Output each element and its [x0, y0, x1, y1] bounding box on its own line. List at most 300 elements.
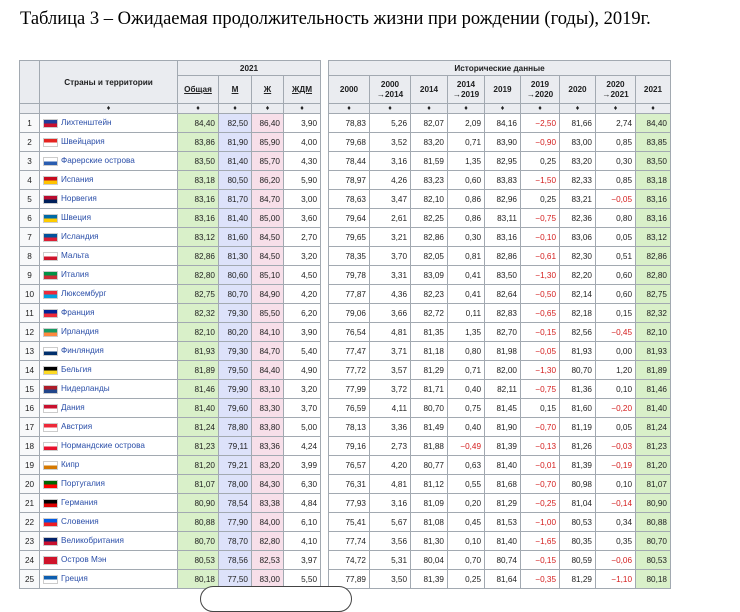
value-cell: 82,95	[485, 152, 521, 171]
value-cell: 0,30	[448, 228, 485, 247]
country-cell	[40, 570, 178, 589]
column-header-historical[interactable]: 2014 →2019	[448, 76, 485, 104]
value-cell: 78,35	[329, 247, 370, 266]
value-cell: −0,61	[521, 247, 560, 266]
country-link[interactable]: Люксембург	[61, 289, 107, 299]
value-cell: 82,86	[178, 247, 219, 266]
sort-button[interactable]: ♦	[252, 104, 284, 114]
value-cell: 6,20	[284, 304, 321, 323]
value-cell: 85,70	[252, 152, 284, 171]
rank-cell: 9	[20, 266, 40, 285]
value-cell: 3,31	[370, 266, 411, 285]
value-cell: 0,86	[448, 209, 485, 228]
country-link[interactable]: Нидерланды	[61, 384, 110, 394]
value-cell: 3,52	[370, 133, 411, 152]
country-link[interactable]: Нормандские острова	[61, 441, 145, 451]
value-cell: 81,23	[178, 437, 219, 456]
value-cell: 80,90	[636, 494, 671, 513]
value-cell: 3,47	[370, 190, 411, 209]
value-cell: 2,74	[596, 114, 636, 133]
table-row	[20, 114, 671, 133]
value-cell: 80,70	[560, 361, 596, 380]
flag-icon	[43, 309, 58, 318]
column-header-historical[interactable]: 2020 →2021	[596, 76, 636, 104]
column-spacer	[321, 361, 329, 380]
life-expectancy-table-wrap	[19, 60, 671, 589]
value-cell: 5,90	[284, 171, 321, 190]
value-cell: 2,61	[370, 209, 411, 228]
value-cell: 80,88	[178, 513, 219, 532]
column-spacer	[321, 418, 329, 437]
value-cell: 79,60	[219, 399, 252, 418]
value-cell: 81,71	[411, 380, 448, 399]
country-link[interactable]: Фарерские острова	[61, 156, 135, 166]
rank-cell: 10	[20, 285, 40, 304]
column-header-historical[interactable]: 2019	[485, 76, 521, 104]
value-cell: 82,75	[636, 285, 671, 304]
rank-cell: 5	[20, 190, 40, 209]
value-cell: 5,50	[284, 570, 321, 589]
value-cell: 81,04	[560, 494, 596, 513]
value-cell: 2,73	[370, 437, 411, 456]
column-spacer	[321, 247, 329, 266]
flag-icon	[43, 366, 58, 375]
value-cell: 3,90	[284, 114, 321, 133]
value-cell: −0,19	[596, 456, 636, 475]
column-header-historical[interactable]: 2021	[636, 76, 671, 104]
value-cell: 84,40	[252, 361, 284, 380]
value-cell: −0,25	[521, 494, 560, 513]
rank-cell: 25	[20, 570, 40, 589]
value-cell: 0,10	[448, 532, 485, 551]
country-link[interactable]: Португалия	[61, 479, 105, 489]
value-cell: 78,54	[219, 494, 252, 513]
country-link[interactable]: Германия	[61, 498, 98, 508]
country-link[interactable]: Ирландия	[61, 327, 99, 337]
value-cell: 81,93	[560, 342, 596, 361]
value-cell: 80,60	[219, 266, 252, 285]
column-spacer	[321, 456, 329, 475]
value-cell: 81,93	[636, 342, 671, 361]
rank-header	[20, 61, 40, 104]
column-header-historical[interactable]: 2000 →2014	[370, 76, 411, 104]
value-cell: 81,89	[636, 361, 671, 380]
value-cell: 80,70	[411, 399, 448, 418]
rank-cell: 6	[20, 209, 40, 228]
value-cell: 82,20	[560, 266, 596, 285]
country-link[interactable]: Франция	[61, 308, 95, 318]
table-row	[20, 190, 671, 209]
value-cell: 83,11	[485, 209, 521, 228]
value-cell: 81,40	[178, 399, 219, 418]
value-cell: 83,18	[178, 171, 219, 190]
value-cell: 82,30	[560, 247, 596, 266]
flag-icon	[43, 195, 58, 204]
table-row	[20, 152, 671, 171]
country-link[interactable]: Финляндия	[61, 346, 104, 356]
country-link[interactable]: Австрия	[61, 422, 93, 432]
value-cell: 81,24	[636, 418, 671, 437]
value-cell: 83,10	[252, 380, 284, 399]
column-spacer	[321, 114, 329, 133]
value-cell: 0,34	[596, 513, 636, 532]
flag-icon	[43, 537, 58, 546]
value-cell: 78,70	[219, 532, 252, 551]
value-cell: 84,50	[252, 228, 284, 247]
column-header-2021[interactable]: М	[219, 76, 252, 104]
column-spacer	[321, 323, 329, 342]
rank-cell: 22	[20, 513, 40, 532]
rank-cell: 18	[20, 437, 40, 456]
flag-icon	[43, 480, 58, 489]
column-header-2021[interactable]: Общая	[178, 76, 219, 104]
value-cell: 0,75	[448, 399, 485, 418]
value-cell: 74,72	[329, 551, 370, 570]
value-cell: −1,50	[521, 171, 560, 190]
country-cell	[40, 380, 178, 399]
country-link[interactable]: Кипр	[61, 460, 80, 470]
value-cell: 83,12	[178, 228, 219, 247]
value-cell: −1,30	[521, 361, 560, 380]
group-header-2021: 2021	[178, 61, 321, 76]
flag-icon	[43, 176, 58, 185]
country-link[interactable]: Греция	[61, 574, 88, 584]
sort-button[interactable]	[20, 104, 40, 114]
value-cell: 77,89	[329, 570, 370, 589]
value-cell: 3,99	[284, 456, 321, 475]
value-cell: 82,36	[560, 209, 596, 228]
value-cell: 0,05	[596, 418, 636, 437]
column-spacer	[321, 380, 329, 399]
value-cell: 81,18	[411, 342, 448, 361]
value-cell: 4,20	[284, 285, 321, 304]
country-link[interactable]: Испания	[61, 175, 94, 185]
value-cell: 78,56	[219, 551, 252, 570]
value-cell: 77,47	[329, 342, 370, 361]
sort-button[interactable]: ♦	[636, 104, 671, 114]
value-cell: 84,90	[252, 285, 284, 304]
value-cell: 82,07	[411, 114, 448, 133]
value-cell: 0,63	[448, 456, 485, 475]
value-cell: 80,53	[178, 551, 219, 570]
value-cell: 81,45	[485, 399, 521, 418]
rank-cell: 23	[20, 532, 40, 551]
table-row	[20, 361, 671, 380]
flag-icon	[43, 423, 58, 432]
value-cell: 0,05	[596, 228, 636, 247]
table-row	[20, 513, 671, 532]
value-cell: 85,10	[252, 266, 284, 285]
sort-button[interactable]: ♦	[370, 104, 411, 114]
table-row	[20, 266, 671, 285]
value-cell: 0,70	[448, 551, 485, 570]
value-cell: −0,15	[521, 551, 560, 570]
table-row	[20, 437, 671, 456]
value-cell: 79,21	[219, 456, 252, 475]
value-cell: 0,40	[448, 380, 485, 399]
value-cell: 1,20	[596, 361, 636, 380]
value-cell: 5,26	[370, 114, 411, 133]
country-cell	[40, 551, 178, 570]
value-cell: 82,86	[485, 247, 521, 266]
value-cell: 0,60	[448, 171, 485, 190]
value-cell: 80,53	[560, 513, 596, 532]
country-link[interactable]: Швеция	[61, 213, 92, 223]
value-cell: 86,40	[252, 114, 284, 133]
value-cell: 84,00	[252, 513, 284, 532]
value-cell: 80,90	[178, 494, 219, 513]
group-header-historical: Исторические данные	[329, 61, 671, 76]
value-cell: 83,00	[252, 570, 284, 589]
country-cell	[40, 418, 178, 437]
value-cell: 82,80	[636, 266, 671, 285]
value-cell: 81,93	[178, 342, 219, 361]
flag-icon	[43, 290, 58, 299]
rank-cell: 17	[20, 418, 40, 437]
value-cell: −0,14	[596, 494, 636, 513]
value-cell: 81,39	[485, 437, 521, 456]
value-cell: 83,12	[636, 228, 671, 247]
flag-icon	[43, 404, 58, 413]
value-cell: 83,16	[485, 228, 521, 247]
value-cell: −1,65	[521, 532, 560, 551]
value-cell: 0,15	[596, 304, 636, 323]
value-cell: 84,40	[178, 114, 219, 133]
country-cell	[40, 475, 178, 494]
value-cell: 81,60	[560, 399, 596, 418]
flag-icon	[43, 138, 58, 147]
column-header-historical[interactable]: 2020	[560, 76, 596, 104]
sort-button[interactable]: ♦	[40, 104, 178, 114]
sort-button[interactable]: ♦	[448, 104, 485, 114]
value-cell: 84,10	[252, 323, 284, 342]
sort-button[interactable]: ♦	[596, 104, 636, 114]
value-cell: 79,06	[329, 304, 370, 323]
rank-cell: 13	[20, 342, 40, 361]
column-spacer	[321, 152, 329, 171]
column-header-2021[interactable]: ЖДМ	[284, 76, 321, 104]
value-cell: 0,15	[521, 399, 560, 418]
value-cell: 0,25	[448, 570, 485, 589]
country-cell	[40, 532, 178, 551]
value-cell: 82,80	[178, 266, 219, 285]
flag-icon	[43, 157, 58, 166]
column-spacer	[321, 266, 329, 285]
value-cell: 79,64	[329, 209, 370, 228]
value-cell: 81,35	[411, 323, 448, 342]
rank-cell: 7	[20, 228, 40, 247]
value-cell: 4,84	[284, 494, 321, 513]
value-cell: 2,70	[284, 228, 321, 247]
sort-button[interactable]: ♦	[219, 104, 252, 114]
value-cell: 83,80	[252, 418, 284, 437]
value-cell: −1,00	[521, 513, 560, 532]
value-cell: 82,33	[560, 171, 596, 190]
value-cell: −1,30	[521, 266, 560, 285]
value-cell: 78,63	[329, 190, 370, 209]
table-row	[20, 456, 671, 475]
value-cell: 76,57	[329, 456, 370, 475]
rank-cell: 1	[20, 114, 40, 133]
value-cell: 3,50	[370, 570, 411, 589]
column-header-historical[interactable]: 2014	[411, 76, 448, 104]
country-link[interactable]: Швейцария	[61, 137, 105, 147]
value-cell: 77,90	[219, 513, 252, 532]
value-cell: 82,96	[485, 190, 521, 209]
country-link[interactable]: Лихтенштейн	[61, 118, 112, 128]
country-link[interactable]: Словения	[61, 517, 99, 527]
country-link[interactable]: Дания	[61, 403, 85, 413]
value-cell: 82,10	[411, 190, 448, 209]
value-cell: 83,30	[252, 399, 284, 418]
value-cell: 82,64	[485, 285, 521, 304]
value-cell: 81,40	[485, 532, 521, 551]
value-cell: 3,00	[284, 190, 321, 209]
value-cell: 81,36	[560, 380, 596, 399]
table-row	[20, 247, 671, 266]
flag-icon	[43, 518, 58, 527]
country-link[interactable]: Остров Мэн	[61, 555, 107, 565]
rank-cell: 24	[20, 551, 40, 570]
value-cell: −1,10	[596, 570, 636, 589]
table-row	[20, 475, 671, 494]
country-link[interactable]: Италия	[61, 270, 89, 280]
value-cell: 83,09	[411, 266, 448, 285]
sort-button[interactable]: ♦	[521, 104, 560, 114]
value-cell: 82,00	[485, 361, 521, 380]
sort-button[interactable]: ♦	[284, 104, 321, 114]
value-cell: 0,80	[448, 342, 485, 361]
column-header-2021[interactable]: Ж	[252, 76, 284, 104]
country-link[interactable]: Великобритания	[61, 536, 124, 546]
value-cell: 81,29	[485, 494, 521, 513]
value-cell: 83,16	[178, 190, 219, 209]
value-cell: 5,31	[370, 551, 411, 570]
sort-button[interactable]: ♦	[411, 104, 448, 114]
country-cell	[40, 285, 178, 304]
value-cell: 0,85	[596, 171, 636, 190]
value-cell: 83,20	[252, 456, 284, 475]
country-link[interactable]: Норвегия	[61, 194, 97, 204]
flag-icon	[43, 252, 58, 261]
value-cell: 4,24	[284, 437, 321, 456]
table-row	[20, 418, 671, 437]
value-cell: 81,46	[178, 380, 219, 399]
value-cell: 81,70	[219, 190, 252, 209]
country-link[interactable]: Мальта	[61, 251, 90, 261]
value-cell: 81,90	[485, 418, 521, 437]
value-cell: 83,16	[636, 209, 671, 228]
value-cell: −0,75	[521, 380, 560, 399]
value-cell: 4,10	[284, 532, 321, 551]
value-cell: 82,05	[411, 247, 448, 266]
value-cell: 80,74	[485, 551, 521, 570]
column-header-historical[interactable]: 2000	[329, 76, 370, 104]
value-cell: 82,70	[485, 323, 521, 342]
value-cell: 82,14	[560, 285, 596, 304]
country-cell	[40, 152, 178, 171]
value-cell: 3,70	[284, 399, 321, 418]
value-cell: 81,30	[219, 247, 252, 266]
value-cell: 81,90	[219, 133, 252, 152]
sort-button[interactable]: ♦	[485, 104, 521, 114]
value-cell: 78,44	[329, 152, 370, 171]
table-caption: Таблица 3 – Ожидаемая продолжительность жизни при рождении (годы), 2019г.	[20, 9, 651, 29]
value-cell: 3,21	[370, 228, 411, 247]
value-cell: 3,16	[370, 152, 411, 171]
value-cell: 77,87	[329, 285, 370, 304]
column-spacer	[321, 342, 329, 361]
value-cell: 6,30	[284, 475, 321, 494]
value-cell: 81,68	[485, 475, 521, 494]
country-cell	[40, 171, 178, 190]
value-cell: 80,70	[219, 285, 252, 304]
value-cell: 81,23	[636, 437, 671, 456]
screenshot-overlay-shape	[200, 586, 352, 612]
country-cell	[40, 456, 178, 475]
flag-icon	[43, 271, 58, 280]
value-cell: 81,07	[636, 475, 671, 494]
value-cell: −0,45	[596, 323, 636, 342]
column-header-historical[interactable]: 2019 →2020	[521, 76, 560, 104]
rank-cell: 12	[20, 323, 40, 342]
value-cell: 80,59	[560, 551, 596, 570]
value-cell: 0,55	[448, 475, 485, 494]
value-cell: 0,20	[448, 494, 485, 513]
column-spacer	[321, 551, 329, 570]
value-cell: 80,88	[636, 513, 671, 532]
value-cell: 83,00	[560, 133, 596, 152]
rank-cell: 21	[20, 494, 40, 513]
value-cell: 78,13	[329, 418, 370, 437]
value-cell: 82,86	[636, 247, 671, 266]
value-cell: 83,83	[485, 171, 521, 190]
country-cell	[40, 114, 178, 133]
sort-button[interactable]: ♦	[178, 104, 219, 114]
value-cell: 76,31	[329, 475, 370, 494]
value-cell: 3,90	[284, 323, 321, 342]
value-cell: 82,23	[411, 285, 448, 304]
value-cell: 80,77	[411, 456, 448, 475]
flag-icon	[43, 328, 58, 337]
value-cell: 0,35	[596, 532, 636, 551]
value-cell: 80,18	[636, 570, 671, 589]
sort-button[interactable]: ♦	[329, 104, 370, 114]
value-cell: 79,30	[219, 304, 252, 323]
column-spacer	[321, 494, 329, 513]
country-link[interactable]: Бельгия	[61, 365, 92, 375]
table-row	[20, 133, 671, 152]
value-cell: 83,50	[636, 152, 671, 171]
table-row	[20, 304, 671, 323]
value-cell: 82,18	[560, 304, 596, 323]
value-cell: 82,53	[252, 551, 284, 570]
sort-button[interactable]: ♦	[560, 104, 596, 114]
value-cell: 80,53	[636, 551, 671, 570]
flag-icon	[43, 442, 58, 451]
table-row	[20, 209, 671, 228]
value-cell: 83,50	[178, 152, 219, 171]
value-cell: 0,30	[596, 152, 636, 171]
column-spacer	[321, 399, 329, 418]
column-spacer	[321, 475, 329, 494]
value-cell: 81,29	[560, 570, 596, 589]
value-cell: 83,18	[636, 171, 671, 190]
value-cell: 0,85	[596, 133, 636, 152]
country-cell	[40, 209, 178, 228]
value-cell: 3,60	[284, 209, 321, 228]
country-link[interactable]: Исландия	[61, 232, 99, 242]
